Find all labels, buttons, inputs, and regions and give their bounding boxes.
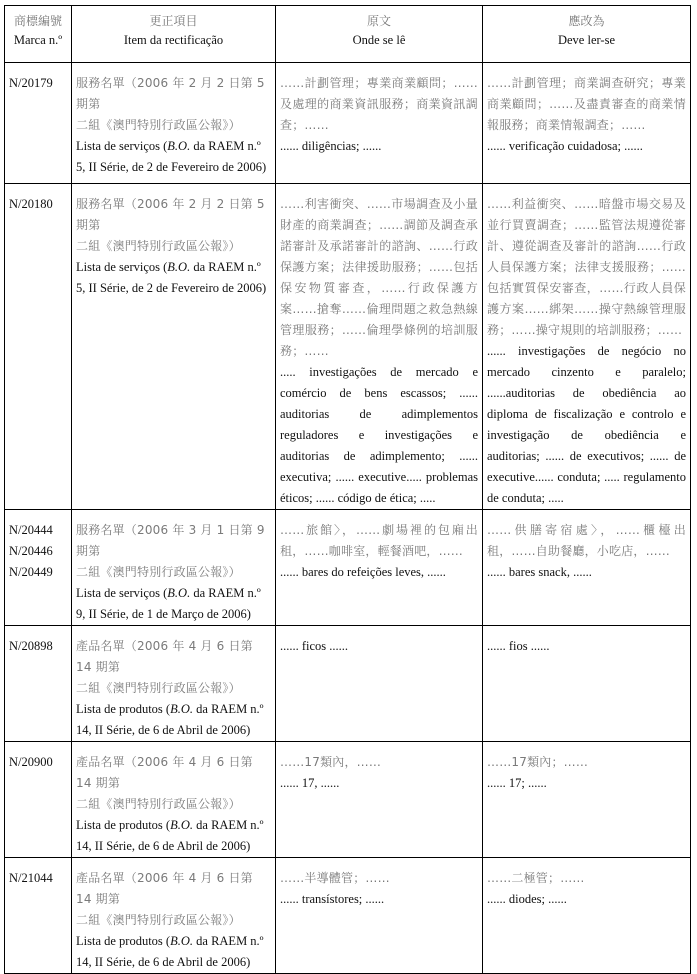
table-row <box>5 63 691 184</box>
corrected-cell <box>483 510 691 626</box>
marca-cell <box>5 626 72 742</box>
marca-cell <box>5 858 72 974</box>
corrected-pt-text: ...... 17; ...... <box>487 776 547 790</box>
item-cell <box>72 858 276 974</box>
item-cell <box>72 184 276 510</box>
item-pt-suffix: da RAEM n.º 14, II Série, de 6 de Abril de 2006) <box>76 818 264 853</box>
header-marca <box>5 6 72 63</box>
original-pt-text: ...... 17, ...... <box>280 776 340 790</box>
original-cell <box>276 510 483 626</box>
header-corrected-pt: Deve ler-se <box>557 33 615 47</box>
item-pt-bo: B.O. <box>170 818 194 832</box>
corrected-zh-text: ……二極管；…… <box>487 871 585 885</box>
original-zh-text: ……計劃管理；專業商業顧問；……及處理的商業資訊服務；商業資訊調查；…… <box>280 76 478 132</box>
original-cell <box>276 858 483 974</box>
header-original-pt: Onde se lê <box>352 33 406 47</box>
corrected-cell <box>483 626 691 742</box>
marca-number: N/20900 <box>9 755 53 769</box>
item-zh-line: 產品名單（2006 年 4 月 6 日第 14 期第 <box>76 871 253 906</box>
item-pt <box>76 815 271 857</box>
corrected-cell <box>483 742 691 858</box>
item-pt <box>76 257 271 299</box>
item-cell <box>72 510 276 626</box>
header-row <box>5 6 691 63</box>
corrected-pt-text: ...... verificação cuidadosa; ...... <box>487 139 643 153</box>
original-cell <box>276 626 483 742</box>
table-row <box>5 858 691 974</box>
marca-cell <box>5 184 72 510</box>
corrected-cell <box>483 858 691 974</box>
item-pt-prefix: Lista de serviços ( <box>76 586 168 600</box>
marca-number: N/21044 <box>9 871 53 885</box>
rectification-table <box>4 5 691 974</box>
item-cell <box>72 63 276 184</box>
header-marca-pt: Marca n.º <box>13 33 63 47</box>
item-pt-prefix: Lista de produtos ( <box>76 934 171 948</box>
original-zh-text: ……利害衝突、……市場調查及小量財產的商業調查；……調節及調查承諾審計及承諾審計的諮詢、……行政保護方案；法律援助服務；……包括保安物質審查，……行政保護方案……搶奪……倫理問題之救急熱線管理服務；……倫理學條例的培訓服務；…… <box>280 197 478 358</box>
table-row <box>5 626 691 742</box>
item-pt-suffix: da RAEM n.º 14, II Série, de 6 de Abril de 2006) <box>76 934 264 969</box>
table-row <box>5 184 691 510</box>
item-zh-line: 二組《澳門特別行政區公報》） <box>76 681 241 695</box>
header-item <box>72 6 276 63</box>
item-zh-line: 產品名單（2006 年 4 月 6 日第 14 期第 <box>76 755 253 790</box>
item-zh-line: 產品名單（2006 年 4 月 6 日第 14 期第 <box>76 639 253 674</box>
corrected-cell <box>483 184 691 510</box>
table-row <box>5 742 691 858</box>
corrected-pt-text: ...... diodes; ...... <box>487 892 567 906</box>
item-zh-line: 服務名單（2006 年 3 月 1 日第 9 期第 <box>76 523 265 558</box>
header-corrected-zh: 應改為 <box>568 14 605 28</box>
item-pt-prefix: Lista de produtos ( <box>76 702 171 716</box>
item-pt <box>76 583 271 625</box>
item-zh-line: 服務名單（2006 年 2 月 2 日第 5 期第 <box>76 197 265 232</box>
item-pt-prefix: Lista de produtos ( <box>76 818 171 832</box>
corrected-cell <box>483 63 691 184</box>
corrected-zh-text: ……供膳寄宿處〉，……櫃檯出租，……自助餐廳，小吃店，…… <box>487 523 686 558</box>
original-cell <box>276 184 483 510</box>
item-pt-bo: B.O. <box>167 586 191 600</box>
marca-cell <box>5 742 72 858</box>
original-pt-text: ..... investigações de mercado e comércio de bens escassos; ...... auditorias de adimplementos reguladores e investigações e auditorias de adimplemento; ...... executiva; ...... executive..... problemas éticos; ...... código de ética; ..... <box>280 365 478 505</box>
item-zh-line: 服務名單（2006 年 2 月 2 日第 5 期第 <box>76 76 265 111</box>
marca-number: N/20446 <box>9 544 53 558</box>
table-row <box>5 510 691 626</box>
header-corrected <box>483 6 691 63</box>
original-pt-text: ...... transístores; ...... <box>280 892 385 906</box>
item-cell <box>72 626 276 742</box>
original-cell <box>276 742 483 858</box>
item-pt <box>76 136 271 178</box>
item-pt-bo: B.O. <box>170 934 194 948</box>
corrected-pt-text: ...... bares snack, ...... <box>487 565 592 579</box>
marca-number: N/20180 <box>9 197 53 211</box>
item-cell <box>72 742 276 858</box>
item-pt-bo: B.O. <box>170 702 194 716</box>
corrected-pt-text: ...... fios ...... <box>487 639 550 653</box>
marca-number: N/20179 <box>9 76 53 90</box>
item-pt-bo: B.O. <box>167 139 191 153</box>
marca-cell <box>5 63 72 184</box>
header-item-zh: 更正項目 <box>149 14 198 28</box>
item-pt-prefix: Lista de serviços ( <box>76 139 168 153</box>
header-original <box>276 6 483 63</box>
marca-number: N/20444 <box>9 523 53 537</box>
item-pt-suffix: da RAEM n.º 5, II Série, de 2 de Fevereiro de 2006) <box>76 139 267 174</box>
item-pt-suffix: da RAEM n.º 9, II Série, de 1 de Março de 2006) <box>76 586 261 621</box>
item-pt <box>76 699 271 741</box>
corrected-pt-text: ...... investigações de negócio no mercado cinzento e paralelo; ......auditorias de obediência ao diploma de fiscalização e controlo e investigação de obediência e auditorias; ...... de executivos; ...... de executive...... conduta; ..... regulamento de conduta; ..... <box>487 344 686 505</box>
item-pt <box>76 931 271 973</box>
corrected-zh-text: ……計劃管理；商業調查研究；專業商業顧問；……及盡責審查的商業情報服務；商業情報調查；…… <box>487 76 686 132</box>
item-pt-prefix: Lista de serviços ( <box>76 260 168 274</box>
item-zh-line: 二組《澳門特別行政區公報》） <box>76 118 241 132</box>
item-pt-bo: B.O. <box>167 260 191 274</box>
corrected-zh-text: ……利益衝突、……暗盤市場交易及並行買賣調查；……監管法規遵從審計、遵從調查及審計的諮詢……行政人員保護方案；法律支援服務；……包括實質保安審查，……行政人員保護方案……綁架……操守熱線管理服務；……操守規則的培訓服務；…… <box>487 197 686 337</box>
original-cell <box>276 63 483 184</box>
corrected-zh-text: ……17類內；…… <box>487 755 589 769</box>
header-original-zh: 原文 <box>366 14 391 28</box>
marca-number: N/20449 <box>9 565 53 579</box>
item-zh-line: 二組《澳門特別行政區公報》） <box>76 797 241 811</box>
item-zh-line: 二組《澳門特別行政區公報》） <box>76 913 241 927</box>
item-zh-line: 二組《澳門特別行政區公報》） <box>76 565 241 579</box>
original-pt-text: ...... diligências; ...... <box>280 139 382 153</box>
original-pt-text: ...... ficos ...... <box>280 639 349 653</box>
original-pt-text: ...... bares do refeições leves, ...... <box>280 565 446 579</box>
item-pt-suffix: da RAEM n.º 5, II Série, de 2 de Fevereiro de 2006) <box>76 260 267 295</box>
original-zh-text: ……17類內，…… <box>280 755 382 769</box>
marca-cell <box>5 510 72 626</box>
item-zh-line: 二組《澳門特別行政區公報》） <box>76 239 241 253</box>
marca-number: N/20898 <box>9 639 53 653</box>
item-pt-suffix: da RAEM n.º 14, II Série, de 6 de Abril de 2006) <box>76 702 264 737</box>
header-marca-zh: 商標編號 <box>13 14 62 28</box>
original-zh-text: ……旅館〉，……劇場裡的包廂出租，……咖啡室，輕餐酒吧，…… <box>280 523 478 558</box>
header-item-pt: Item da rectificação <box>123 33 224 47</box>
original-zh-text: ……半導體管；…… <box>280 871 390 885</box>
